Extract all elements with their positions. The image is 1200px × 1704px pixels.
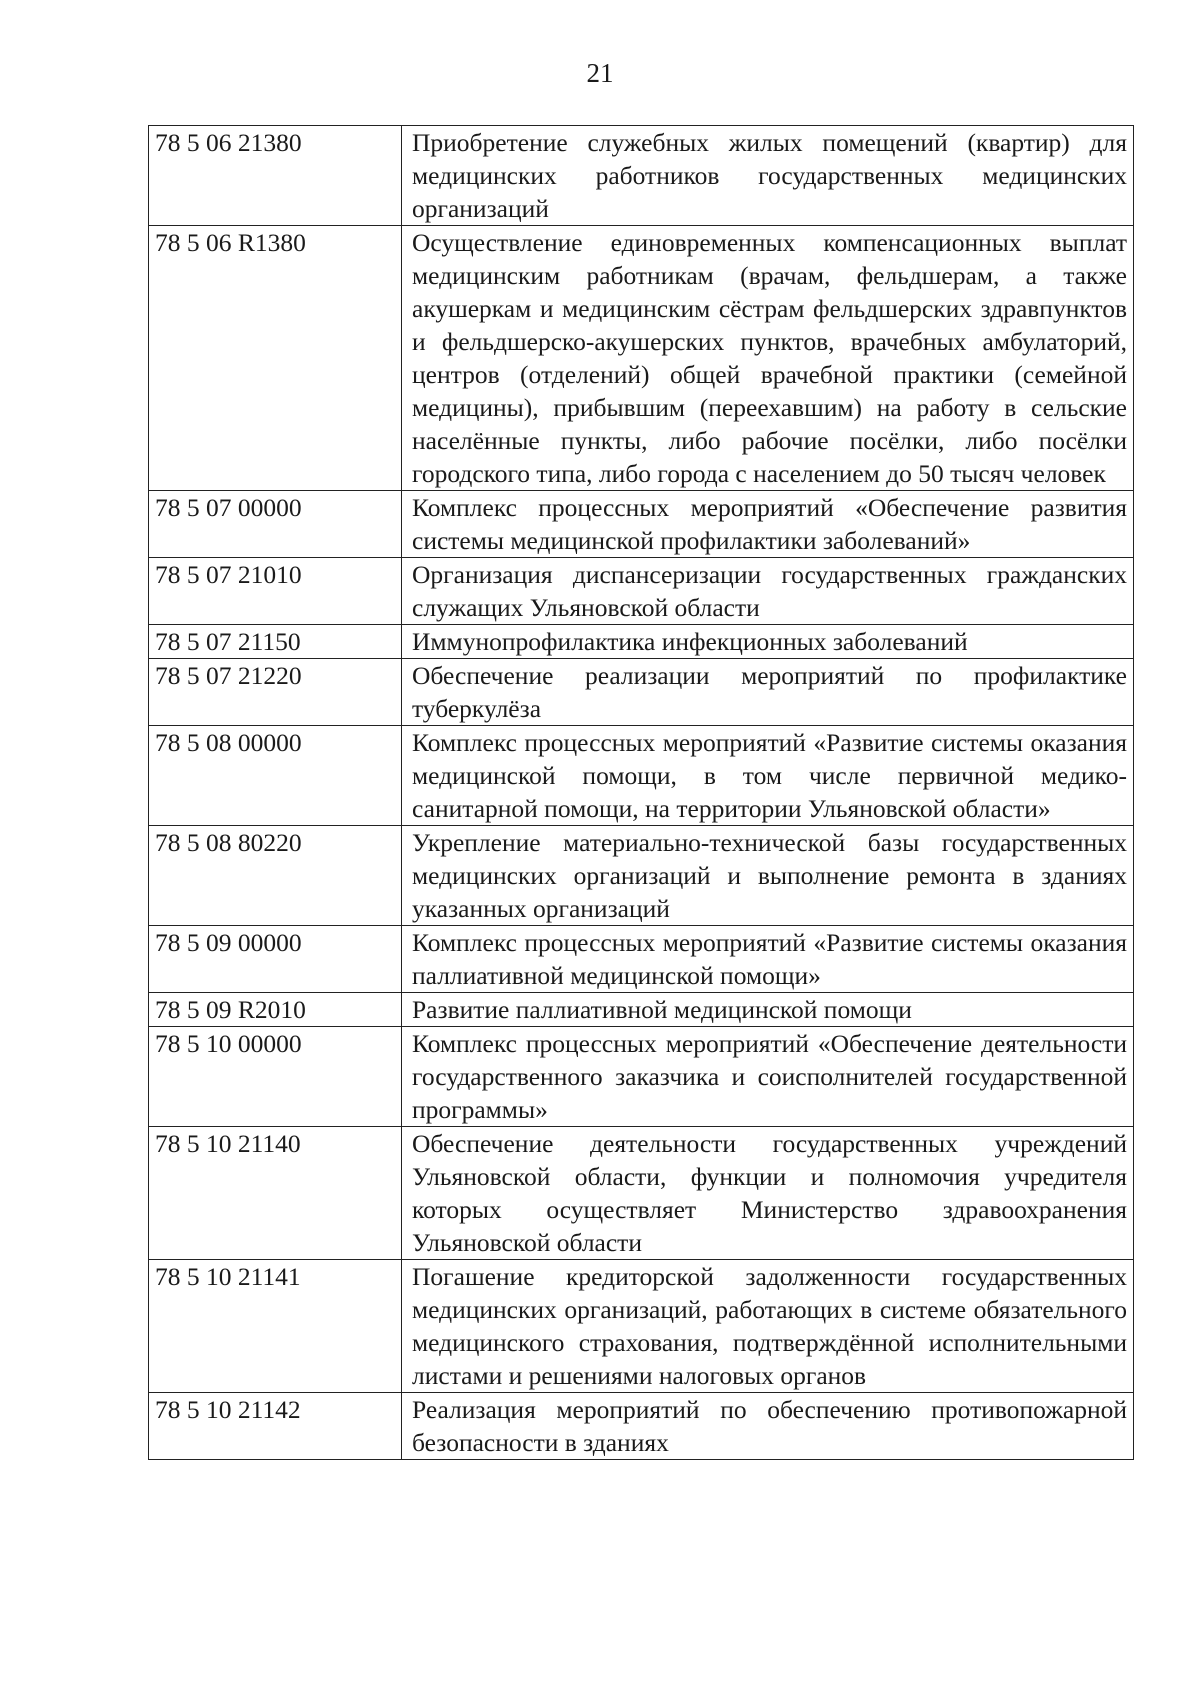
row-code: 78 5 07 21150 [149, 625, 402, 659]
table-row [149, 826, 1134, 926]
row-description: Комплекс процессных мероприятий «Развитие системы оказания медицинской помощи, в том числе первичной медико-санитарной помощи, на территории Ульяновской области» [402, 726, 1134, 826]
row-description: Комплекс процессных мероприятий «Обеспечение деятельности государственного заказчика и соисполнителей государственной программы» [402, 1027, 1134, 1127]
row-code: 78 5 07 00000 [149, 491, 402, 558]
table-row [149, 1260, 1134, 1393]
row-code: 78 5 09 R2010 [149, 993, 402, 1027]
table-row [149, 625, 1134, 659]
table-row [149, 1127, 1134, 1260]
table-row [149, 926, 1134, 993]
table-row [149, 1393, 1134, 1460]
row-description: Приобретение служебных жилых помещений (квартир) для медицинских работников государственных медицинских организаций [402, 126, 1134, 226]
table-row [149, 558, 1134, 625]
row-description: Комплекс процессных мероприятий «Обеспечение развития системы медицинской профилактики заболеваний» [402, 491, 1134, 558]
row-description: Осуществление единовременных компенсационных выплат медицинским работникам (врачам, фельдшерам, а также акушеркам и медицинским сёстрам фельдшерских здравпунктов и фельдшерско-акушерских пунктов, врачебных амбулаторий, центров (отделений) общей врачебной практики (семейной медицины), прибывшим (переехавшим) на работу в сельские населённые пункты, либо рабочие посёлки, либо посёлки городского типа, либо города с населением до 50 тысяч человек [402, 226, 1134, 491]
row-code: 78 5 06 R1380 [149, 226, 402, 491]
row-code: 78 5 10 21141 [149, 1260, 402, 1393]
row-description: Обеспечение реализации мероприятий по профилактике туберкулёза [402, 659, 1134, 726]
table-row [149, 1027, 1134, 1127]
row-description: Обеспечение деятельности государственных учреждений Ульяновской области, функции и полномочия учредителя которых осуществляет Министерство здравоохранения Ульяновской области [402, 1127, 1134, 1260]
table-row [149, 993, 1134, 1027]
row-code: 78 5 10 21142 [149, 1393, 402, 1460]
classification-table [148, 125, 1134, 1460]
row-description: Укрепление материально-технической базы государственных медицинских организаций и выполнение ремонта в зданиях указанных организаций [402, 826, 1134, 926]
table-row [149, 226, 1134, 491]
table-row [149, 126, 1134, 226]
row-description: Погашение кредиторской задолженности государственных медицинских организаций, работающих в системе обязательного медицинского страхования, подтверждённой исполнительными листами и решениями налоговых органов [402, 1260, 1134, 1393]
row-description: Комплекс процессных мероприятий «Развитие системы оказания паллиативной медицинской помощи» [402, 926, 1134, 993]
row-description: Иммунопрофилактика инфекционных заболеваний [402, 625, 1134, 659]
row-description: Реализация мероприятий по обеспечению противопожарной безопасности в зданиях [402, 1393, 1134, 1460]
page-number: 21 [586, 58, 614, 88]
table-row [149, 659, 1134, 726]
row-description: Развитие паллиативной медицинской помощи [402, 993, 1134, 1027]
table-body [149, 126, 1134, 1460]
row-code: 78 5 10 21140 [149, 1127, 402, 1260]
row-code: 78 5 08 80220 [149, 826, 402, 926]
row-description: Организация диспансеризации государственных гражданских служащих Ульяновской области [402, 558, 1134, 625]
row-code: 78 5 09 00000 [149, 926, 402, 993]
row-code: 78 5 07 21220 [149, 659, 402, 726]
table-row [149, 491, 1134, 558]
table-row [149, 726, 1134, 826]
row-code: 78 5 08 00000 [149, 726, 402, 826]
row-code: 78 5 10 00000 [149, 1027, 402, 1127]
row-code: 78 5 07 21010 [149, 558, 402, 625]
row-code: 78 5 06 21380 [149, 126, 402, 226]
